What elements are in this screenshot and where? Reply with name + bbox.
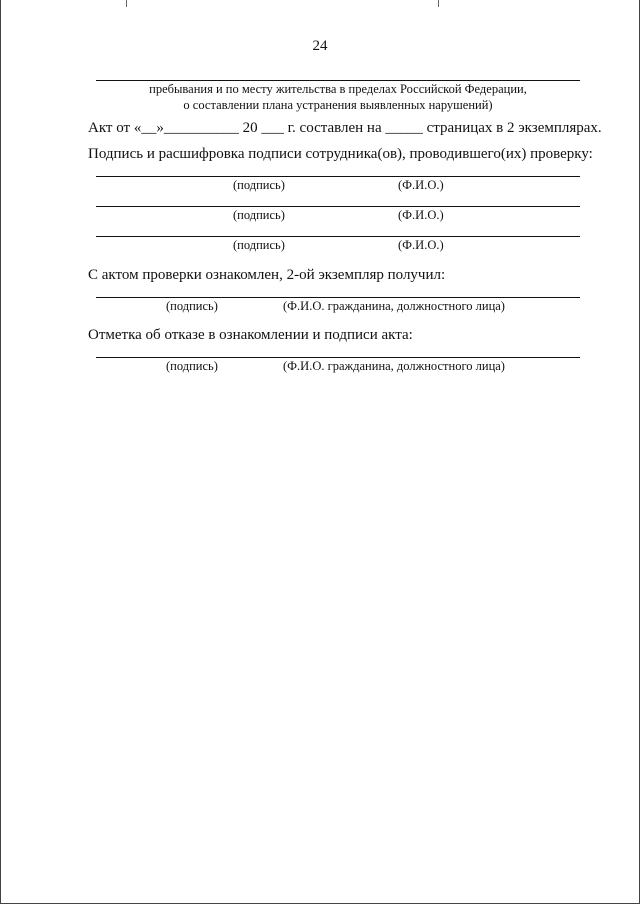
- scan-mark-right: [438, 0, 439, 7]
- header-line-2: о составлении плана устранения выявленных нарушений): [183, 98, 493, 112]
- name-label-3: (Ф.И.О.): [398, 238, 444, 252]
- acknowledgement-rule: [96, 297, 580, 298]
- signature-label-3: (подпись): [233, 238, 285, 252]
- acknowledgement-heading: С актом проверки ознакомлен, 2-ой экземпляр получил:: [88, 267, 446, 283]
- signature-label-2: (подпись): [233, 208, 285, 222]
- signature-section-heading: Подпись и расшифровка подписи сотрудника(ов), проводившего(их) проверку:: [88, 146, 593, 162]
- acknowledgement-name-label: (Ф.И.О. гражданина, должностного лица): [283, 299, 505, 313]
- page-number: 24: [312, 38, 328, 54]
- act-line: Акт от «__»__________ 20 ___ г. составлен на _____ страницах в 2 экземплярах.: [88, 120, 602, 136]
- name-label-1: (Ф.И.О.): [398, 178, 444, 192]
- acknowledgement-signature-label: (подпись): [166, 299, 218, 313]
- signature-rule-1: [96, 176, 580, 177]
- signature-rule-2: [96, 206, 580, 207]
- header-line-1: пребывания и по месту жительства в пределах Российской Федерации,: [149, 82, 527, 96]
- scan-mark-left: [126, 0, 127, 7]
- refusal-rule: [96, 357, 580, 358]
- name-label-2: (Ф.И.О.): [398, 208, 444, 222]
- refusal-name-label: (Ф.И.О. гражданина, должностного лица): [283, 359, 505, 373]
- signature-label-1: (подпись): [233, 178, 285, 192]
- signature-rule-3: [96, 236, 580, 237]
- refusal-heading: Отметка об отказе в ознакомлении и подписи акта:: [88, 327, 413, 343]
- header-top-rule: [96, 80, 580, 81]
- refusal-signature-label: (подпись): [166, 359, 218, 373]
